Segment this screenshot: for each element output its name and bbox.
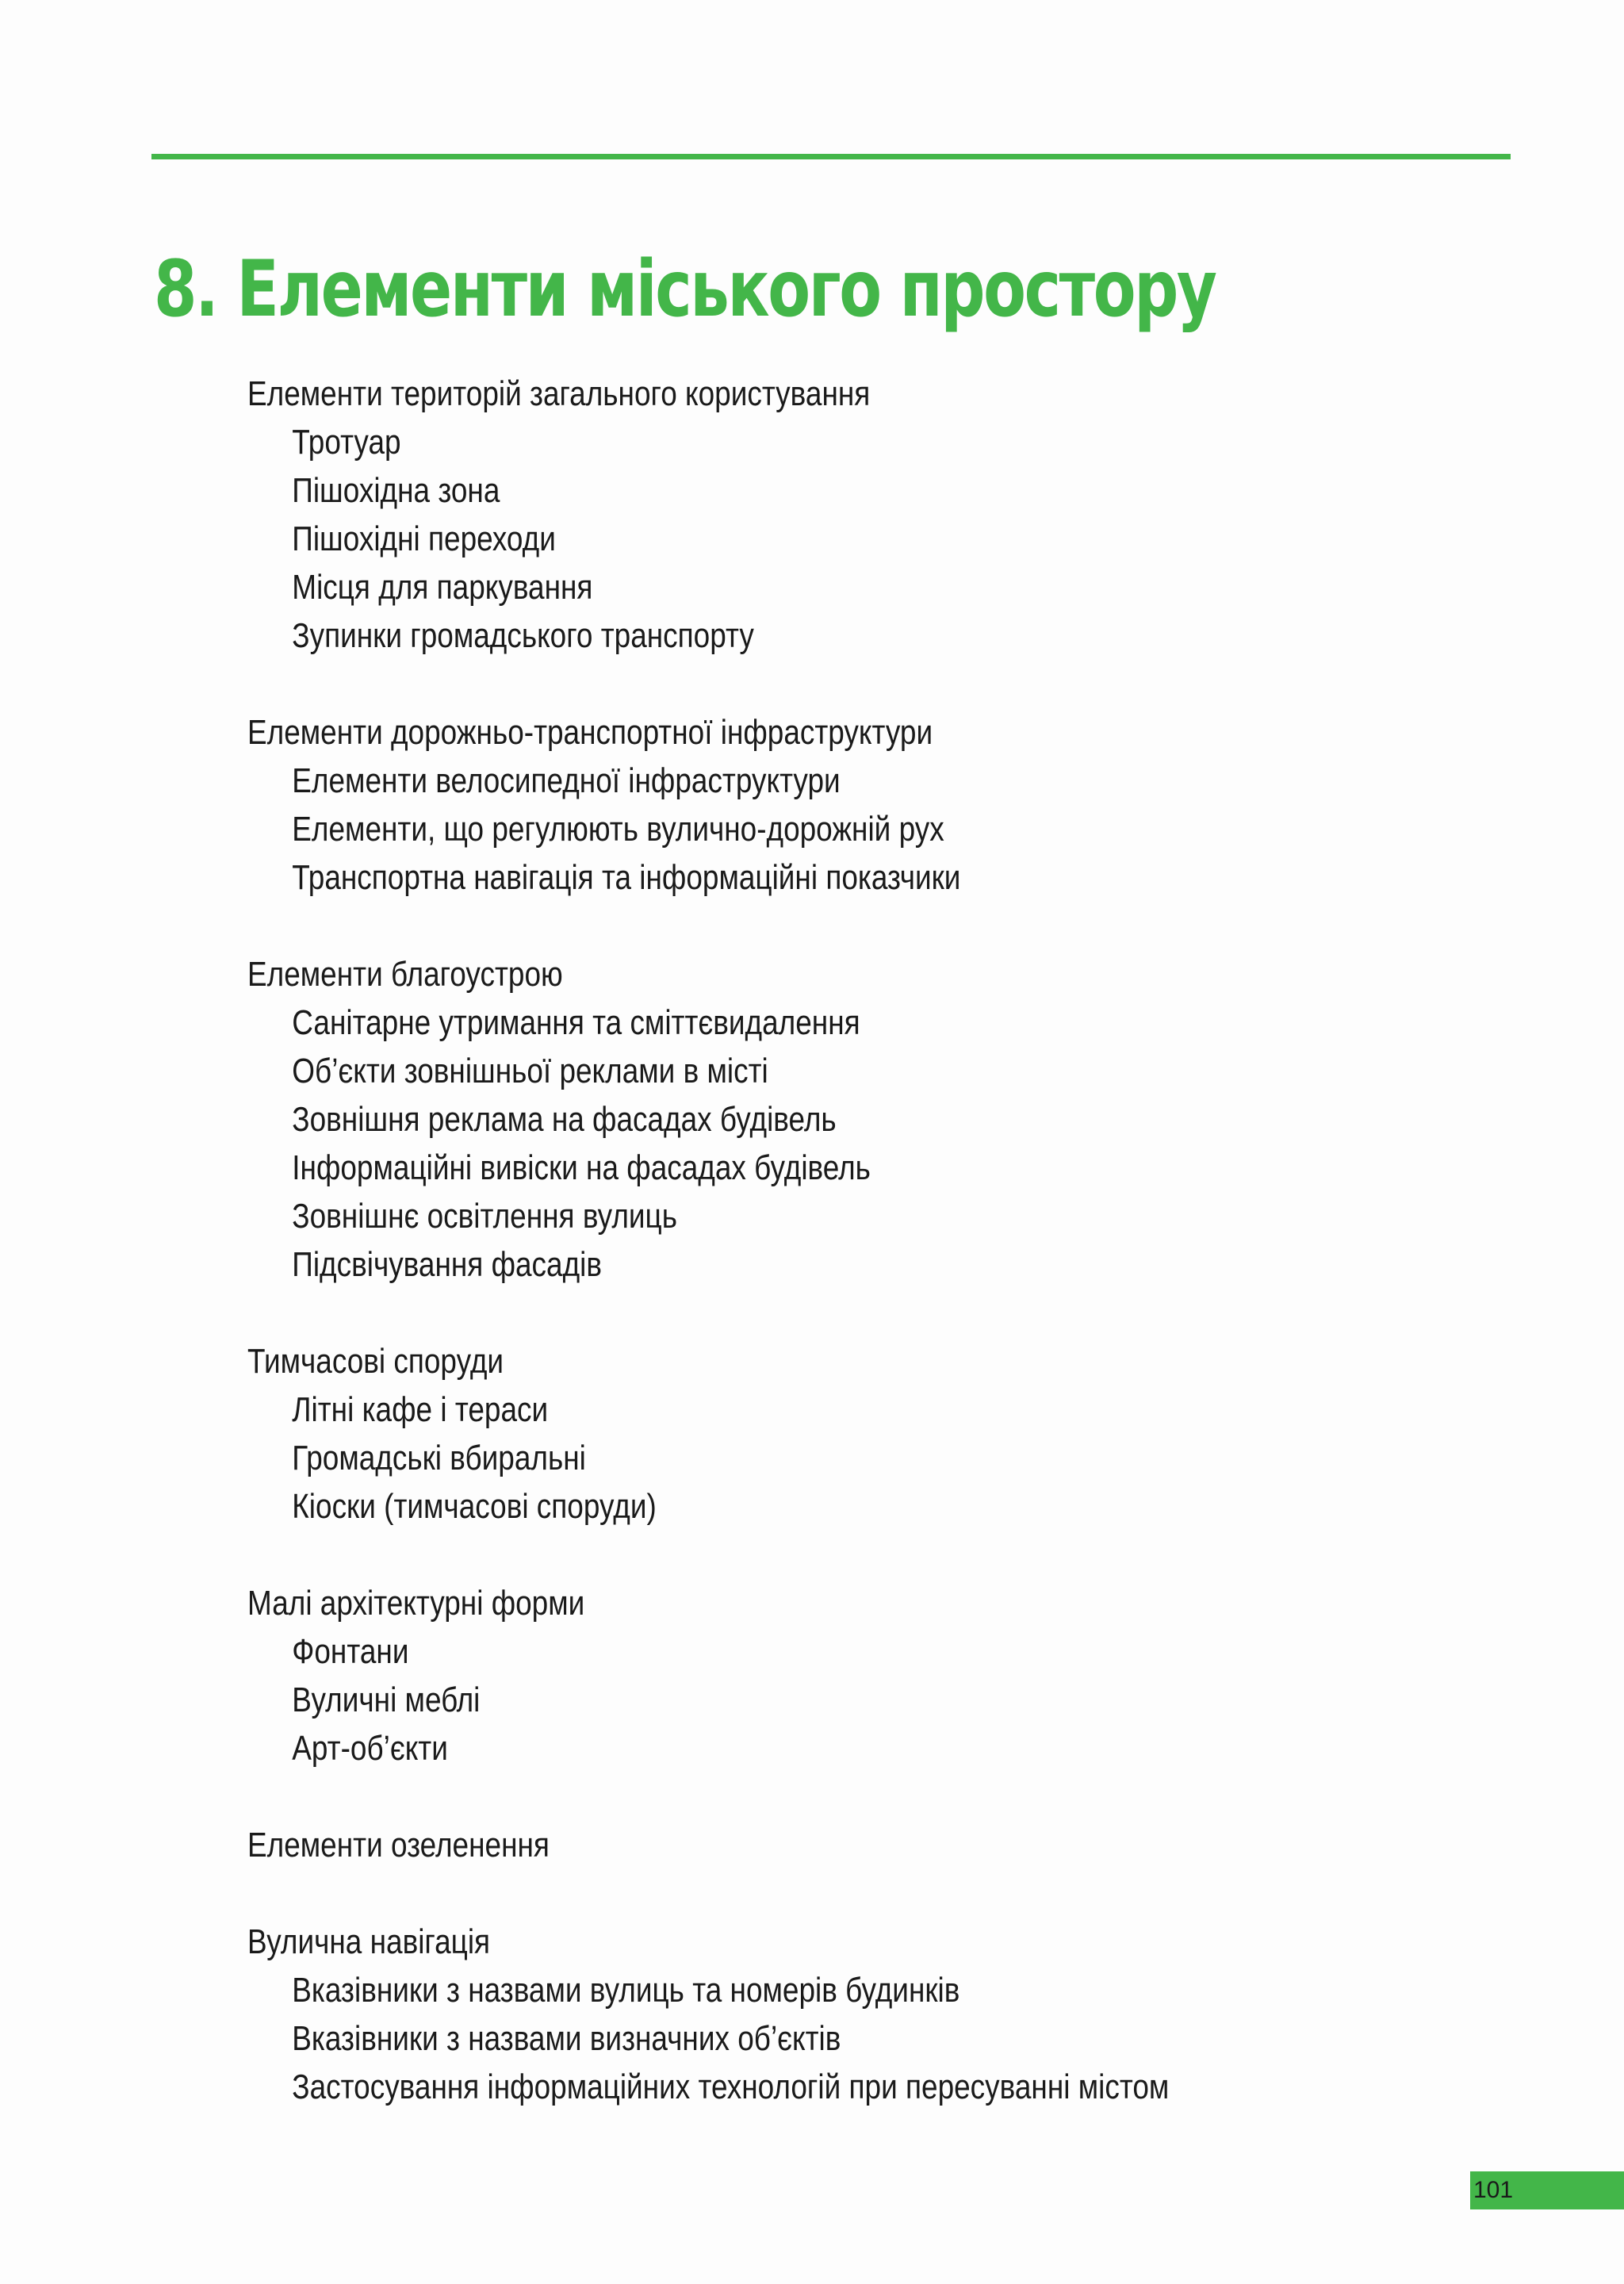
page-number-tab	[1470, 2171, 1624, 2209]
list-item: Громадські вбиральні	[292, 1439, 586, 1477]
list-item: Літні кафе і тераси	[292, 1390, 549, 1429]
section-public-areas	[247, 370, 1516, 660]
list-item: Зовнішнє освітлення вулиць	[292, 1197, 677, 1236]
list-item: Об’єкти зовнішньої реклами в місті	[292, 1052, 768, 1090]
list-item: Зупинки громадського транспорту	[292, 616, 754, 655]
section-heading: Елементи територій загального користування	[247, 374, 871, 413]
list-item: Арт-об’єкти	[292, 1729, 448, 1768]
section-greenery	[247, 1821, 1516, 1869]
list-item: Елементи велосипедної інфраструктури	[292, 761, 841, 800]
list-item: Пішохідна зона	[292, 471, 500, 510]
list-item: Фонтани	[292, 1632, 409, 1671]
section-temporary-structures	[247, 1337, 1516, 1531]
list-item: Кіоски (тимчасові споруди)	[292, 1487, 657, 1526]
list-item: Застосування інформаційних технологій при пересуванні містом	[292, 2067, 1170, 2106]
list-item: Тротуар	[292, 423, 401, 462]
list-item: Інформаційні вивіски на фасадах будівель	[292, 1148, 871, 1187]
section-heading: Вулична навігація	[247, 1922, 491, 1961]
list-item: Зовнішня реклама на фасадах будівель	[292, 1100, 837, 1139]
section-small-architectural-forms	[247, 1579, 1516, 1772]
contents-list	[247, 370, 1516, 2159]
list-item: Санітарне утримання та сміттєвидалення	[292, 1003, 860, 1042]
list-item: Вказівники з назвами вулиць та номерів будинків	[292, 1971, 960, 2010]
page-number: 101	[1473, 2177, 1514, 2203]
section-heading: Елементи благоустрою	[247, 955, 563, 994]
page-title: 8. Елементи міського простору	[154, 244, 1216, 335]
list-item: Місця для паркування	[292, 568, 593, 607]
section-landscaping	[247, 950, 1516, 1289]
section-transport-infrastructure	[247, 708, 1516, 902]
section-heading: Елементи дорожньо-транспортної інфраструктури	[247, 713, 933, 752]
list-item: Транспортна навігація та інформаційні показчики	[292, 858, 961, 897]
list-item: Вуличні меблі	[292, 1680, 481, 1719]
section-street-navigation	[247, 1918, 1516, 2111]
list-item: Пішохідні переходи	[292, 519, 556, 558]
top-divider	[151, 154, 1511, 159]
section-heading: Елементи озеленення	[247, 1826, 550, 1864]
list-item: Елементи, що регулюють вулично-дорожній рух	[292, 810, 944, 849]
section-heading: Малі архітектурні форми	[247, 1584, 585, 1623]
section-heading: Тимчасові споруди	[247, 1342, 504, 1381]
list-item: Вказівники з назвами визначних об’єктів	[292, 2019, 841, 2058]
list-item: Підсвічування фасадів	[292, 1245, 602, 1284]
